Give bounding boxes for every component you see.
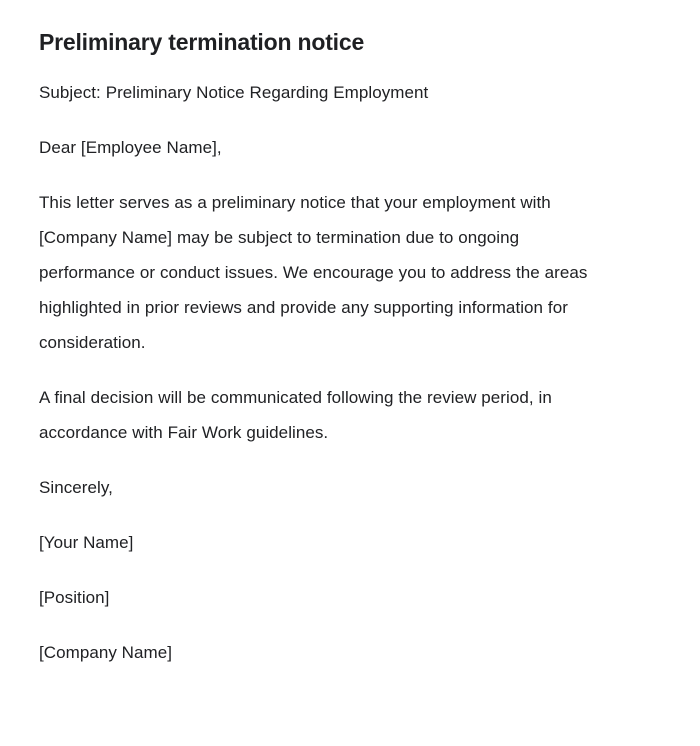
signature-position: [Position] [39,588,110,607]
subject-line: Subject: Preliminary Notice Regarding Employment [39,83,429,102]
letter-body [39,0,614,670]
signature-your-name: [Your Name] [39,533,134,552]
letter-content [39,75,614,670]
body-paragraph-2: A final decision will be communicated following the review period, in accordance with Fair Work guidelines. [39,388,552,442]
page-title: Preliminary termination notice [39,29,365,55]
salutation: Dear [Employee Name], [39,138,222,157]
signature-company-name: [Company Name] [39,643,172,662]
sign-off: Sincerely, [39,478,113,497]
body-paragraph-1: This letter serves as a preliminary notice that your employment with [Company Name] may be subject to termination due to ongoing performance or conduct issues. We encourage you to address the areas highlighted in prior reviews and provide any supporting information for consideration. [39,193,588,352]
